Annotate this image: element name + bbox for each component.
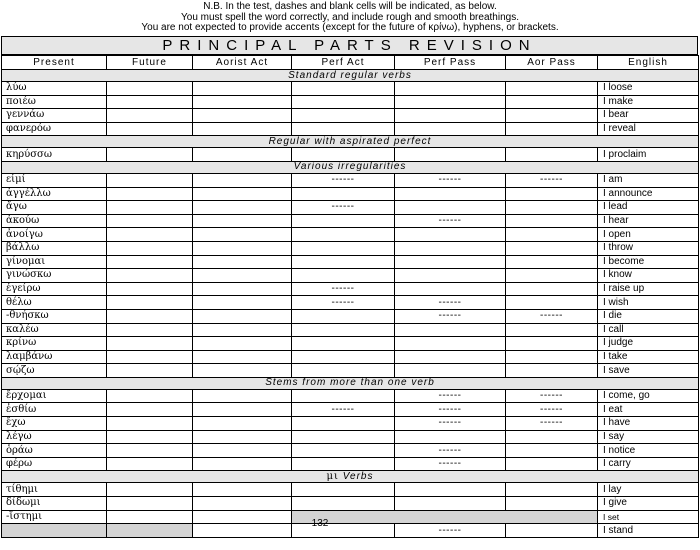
present-cell: ἀνοίγω (2, 228, 107, 242)
perf-act-cell (292, 364, 395, 378)
aorist-act-cell (193, 228, 292, 242)
perf-act-cell: ------ (292, 201, 395, 215)
present-cell: γεννάω (2, 109, 107, 123)
future-cell (107, 497, 193, 511)
english-cell: I become (598, 255, 699, 269)
perf-act-cell (292, 187, 395, 201)
aorist-act-cell (193, 350, 292, 364)
present-cell: κρίνω (2, 337, 107, 351)
present-cell: -θνήσκω (2, 309, 107, 323)
verb-row (2, 122, 699, 136)
aor-pass-cell (506, 350, 598, 364)
section-label (2, 471, 699, 483)
verb-row (2, 95, 699, 109)
verb-row (2, 255, 699, 269)
section-label: Regular with aspirated perfect (2, 136, 699, 148)
english-cell: I open (598, 228, 699, 242)
aorist-act-cell (193, 483, 292, 497)
aor-pass-cell: ------ (506, 403, 598, 417)
perf-act-cell (292, 444, 395, 458)
aor-pass-cell (506, 497, 598, 511)
aorist-act-cell (193, 122, 292, 136)
present-cell: κηρύσσω (2, 148, 107, 162)
english-cell: I hear (598, 214, 699, 228)
verb-row (2, 457, 699, 471)
perf-act-cell (292, 122, 395, 136)
aorist-act-cell (193, 201, 292, 215)
english-cell: I proclaim (598, 148, 699, 162)
future-cell (107, 241, 193, 255)
perf-act-cell (292, 255, 395, 269)
verb-row (2, 241, 699, 255)
future-cell (107, 228, 193, 242)
english-cell: I say (598, 430, 699, 444)
aor-pass-cell (506, 282, 598, 296)
aorist-act-cell (193, 282, 292, 296)
english-cell: I take (598, 350, 699, 364)
present-cell: ἐγείρω (2, 282, 107, 296)
present-cell: ὁράω (2, 444, 107, 458)
present-cell: ἐσθίω (2, 403, 107, 417)
present-cell: λύω (2, 82, 107, 96)
perf-pass-cell (395, 430, 506, 444)
aorist-act-cell (193, 148, 292, 162)
perf-act-cell (292, 109, 395, 123)
perf-act-cell (292, 309, 395, 323)
section-label: Various irregularities (2, 161, 699, 173)
col-aorist-act: Aorist Act (193, 56, 292, 70)
aor-pass-cell (506, 457, 598, 471)
perf-act-cell (292, 214, 395, 228)
perf-act-cell (292, 337, 395, 351)
aor-pass-cell (506, 337, 598, 351)
english-cell: I am (598, 173, 699, 187)
english-cell: I bear (598, 109, 699, 123)
perf-act-cell (292, 350, 395, 364)
perf-act-cell: ------ (292, 296, 395, 310)
aor-pass-cell (506, 483, 598, 497)
perf-pass-cell: ------ (395, 296, 506, 310)
aor-pass-cell (506, 214, 598, 228)
aor-pass-cell (506, 444, 598, 458)
perf-pass-cell (395, 483, 506, 497)
aor-pass-cell (506, 122, 598, 136)
perf-pass-cell: ------ (395, 444, 506, 458)
section-label: Standard regular verbs (2, 70, 699, 82)
english-cell: I stand (598, 524, 699, 538)
aor-pass-cell (506, 255, 598, 269)
aorist-act-cell (193, 497, 292, 511)
future-cell (107, 403, 193, 417)
perf-pass-cell (395, 255, 506, 269)
aor-pass-cell (506, 187, 598, 201)
english-cell: I lay (598, 483, 699, 497)
col-present: Present (2, 56, 107, 70)
future-cell (107, 323, 193, 337)
perf-pass-cell (395, 269, 506, 283)
col-future: Future (107, 56, 193, 70)
perf-act-cell (292, 95, 395, 109)
present-cell: τίθημι (2, 483, 107, 497)
perf-act-cell (292, 323, 395, 337)
perf-pass-cell: ------ (395, 524, 506, 538)
verb-row (2, 430, 699, 444)
perf-act-cell (292, 82, 395, 96)
english-cell: I know (598, 269, 699, 283)
section-header (2, 70, 699, 82)
perf-act-cell: ------ (292, 403, 395, 417)
english-cell: I die (598, 309, 699, 323)
future-cell (107, 269, 193, 283)
verb-row (2, 109, 699, 123)
perf-act-cell (292, 228, 395, 242)
aorist-act-cell (193, 187, 292, 201)
aorist-act-cell (193, 109, 292, 123)
perf-pass-cell (395, 148, 506, 162)
present-cell: γίνομαι (2, 255, 107, 269)
present-cell: ἀγγέλλω (2, 187, 107, 201)
aorist-act-cell (193, 417, 292, 431)
aorist-act-cell (193, 444, 292, 458)
perf-pass-cell (395, 95, 506, 109)
future-cell (107, 282, 193, 296)
perf-act-cell (292, 497, 395, 511)
present-cell: -ἵστημι (2, 510, 107, 524)
aor-pass-cell (506, 296, 598, 310)
perf-pass-cell: ------ (395, 309, 506, 323)
english-cell: I notice (598, 444, 699, 458)
present-cell: σῴζω (2, 364, 107, 378)
aor-pass-cell (506, 430, 598, 444)
verb-row (2, 403, 699, 417)
perf-pass-cell (395, 337, 506, 351)
english-cell: I come, go (598, 389, 699, 403)
perf-pass-cell (395, 228, 506, 242)
sheet-title: PRINCIPAL PARTS REVISION (1, 36, 698, 55)
perf-act-cell (292, 483, 395, 497)
future-cell (107, 430, 193, 444)
section-label: Stems from more than one verb (2, 377, 699, 389)
verb-row (2, 350, 699, 364)
english-cell: I save (598, 364, 699, 378)
verb-row (2, 444, 699, 458)
present-cell: ἔχω (2, 417, 107, 431)
aorist-act-cell (193, 95, 292, 109)
verb-row (2, 173, 699, 187)
present-cell: λαμβάνω (2, 350, 107, 364)
verb-row (2, 282, 699, 296)
present-cell: εἰμί (2, 173, 107, 187)
verb-row (2, 296, 699, 310)
future-cell (107, 296, 193, 310)
verb-row (2, 323, 699, 337)
note-line-3: You are not expected to provide accents (except for the future of κρίνω), hyphens, or brackets. (141, 22, 559, 33)
section-header (2, 377, 699, 389)
future-cell (107, 309, 193, 323)
future-cell (107, 255, 193, 269)
verb-row (2, 228, 699, 242)
perf-act-cell (292, 148, 395, 162)
perf-act-cell (292, 417, 395, 431)
future-cell (107, 122, 193, 136)
future-cell (107, 337, 193, 351)
english-cell: I call (598, 323, 699, 337)
future-cell (107, 350, 193, 364)
aorist-act-cell (193, 296, 292, 310)
verb-row (2, 269, 699, 283)
future-cell (107, 417, 193, 431)
aor-pass-cell (506, 323, 598, 337)
perf-pass-cell (395, 497, 506, 511)
english-cell: I throw (598, 241, 699, 255)
perf-act-cell (292, 389, 395, 403)
present-cell: θέλω (2, 296, 107, 310)
note-line-1: N.B. In the test, dashes and blank cells will be indicated, as below. (203, 1, 497, 12)
revision-sheet (1, 36, 698, 538)
aor-pass-cell (506, 82, 598, 96)
english-cell: I loose (598, 82, 699, 96)
present-cell: καλέω (2, 323, 107, 337)
perf-pass-cell: ------ (395, 173, 506, 187)
mi-label-rest: Verbs (338, 470, 374, 482)
present-cell: ποιέω (2, 95, 107, 109)
perf-pass-cell: ------ (395, 457, 506, 471)
future-cell (107, 389, 193, 403)
perf-pass-cell (395, 323, 506, 337)
future-cell (107, 109, 193, 123)
perf-pass-cell (395, 364, 506, 378)
col-perf-act: Perf Act (292, 56, 395, 70)
present-cell: βάλλω (2, 241, 107, 255)
future-cell (107, 187, 193, 201)
aor-pass-cell: ------ (506, 389, 598, 403)
english-cell: I set (598, 510, 699, 524)
aorist-act-cell (193, 364, 292, 378)
perf-pass-cell: ------ (395, 403, 506, 417)
section-header (2, 136, 699, 148)
instructions (0, 2, 700, 34)
english-cell: I have (598, 417, 699, 431)
section-header (2, 471, 699, 483)
aorist-act-cell (193, 309, 292, 323)
perf-act-cell (292, 241, 395, 255)
aorist-act-cell (193, 337, 292, 351)
aorist-act-cell (193, 241, 292, 255)
future-cell (107, 457, 193, 471)
perf-act-cell (292, 430, 395, 444)
column-header-row (2, 56, 699, 70)
perf-pass-cell (395, 187, 506, 201)
aor-pass-cell (506, 269, 598, 283)
perf-act-cell (292, 457, 395, 471)
present-cell: ἀκούω (2, 214, 107, 228)
perf-pass-cell (395, 109, 506, 123)
aor-pass-cell (506, 95, 598, 109)
perf-pass-cell (395, 201, 506, 215)
verb-row (2, 201, 699, 215)
aor-pass-cell (506, 228, 598, 242)
english-cell: I raise up (598, 282, 699, 296)
english-cell: I judge (598, 337, 699, 351)
verb-row (2, 214, 699, 228)
future-cell (107, 173, 193, 187)
future-cell (107, 82, 193, 96)
verb-row (2, 337, 699, 351)
aor-pass-cell (506, 148, 598, 162)
aor-pass-cell (506, 201, 598, 215)
present-cell: ἄγω (2, 201, 107, 215)
aorist-act-cell (193, 214, 292, 228)
col-english: English (598, 56, 699, 70)
english-cell: I wish (598, 296, 699, 310)
verb-row (2, 187, 699, 201)
aor-pass-cell (506, 109, 598, 123)
future-cell (107, 148, 193, 162)
future-cell (107, 201, 193, 215)
aorist-act-cell (193, 457, 292, 471)
aorist-act-cell (193, 389, 292, 403)
aor-pass-cell: ------ (506, 417, 598, 431)
aorist-act-cell (193, 323, 292, 337)
aorist-act-cell (193, 269, 292, 283)
aorist-act-cell (193, 173, 292, 187)
principal-parts-table (1, 55, 699, 538)
future-cell (107, 483, 193, 497)
future-cell (107, 95, 193, 109)
perf-pass-cell (395, 241, 506, 255)
aor-pass-cell (506, 241, 598, 255)
perf-pass-cell: ------ (395, 214, 506, 228)
english-cell: I give (598, 497, 699, 511)
present-cell: ἔρχομαι (2, 389, 107, 403)
perf-act-cell (292, 269, 395, 283)
future-cell (107, 214, 193, 228)
aorist-act-cell (193, 82, 292, 96)
aorist-act-cell (193, 255, 292, 269)
perf-pass-cell (395, 122, 506, 136)
english-cell: I make (598, 95, 699, 109)
present-cell: φανερόω (2, 122, 107, 136)
verb-row (2, 389, 699, 403)
present-cell: φέρω (2, 457, 107, 471)
section-header (2, 161, 699, 173)
perf-act-cell: ------ (292, 282, 395, 296)
verb-row (2, 148, 699, 162)
english-cell: I lead (598, 201, 699, 215)
english-cell: I reveal (598, 122, 699, 136)
verb-row (2, 82, 699, 96)
aor-pass-cell: ------ (506, 309, 598, 323)
mi-label-greek: μι (326, 470, 339, 482)
english-cell: I carry (598, 457, 699, 471)
verb-row (2, 364, 699, 378)
perf-pass-cell (395, 350, 506, 364)
present-cell: γινώσκω (2, 269, 107, 283)
present-cell: λέγω (2, 430, 107, 444)
aor-pass-cell (506, 364, 598, 378)
perf-pass-cell (395, 282, 506, 296)
perf-pass-cell: ------ (395, 417, 506, 431)
english-cell: I eat (598, 403, 699, 417)
perf-pass-cell (395, 82, 506, 96)
future-cell (107, 444, 193, 458)
future-cell (107, 364, 193, 378)
aor-pass-cell: ------ (506, 173, 598, 187)
english-cell: I announce (598, 187, 699, 201)
note-line-2: You must spell the word correctly, and include rough and smooth breathings. (181, 11, 519, 23)
verb-row (2, 497, 699, 511)
perf-pass-cell: ------ (395, 389, 506, 403)
present-cell: δίδωμι (2, 497, 107, 511)
col-perf-pass: Perf Pass (395, 56, 506, 70)
verb-row (2, 417, 699, 431)
col-aor-pass: Aor Pass (506, 56, 598, 70)
page-number: 132 (311, 518, 329, 529)
verb-row (2, 483, 699, 497)
aorist-act-cell (193, 403, 292, 417)
aorist-act-cell (193, 430, 292, 444)
perf-act-cell: ------ (292, 173, 395, 187)
verb-row (2, 309, 699, 323)
